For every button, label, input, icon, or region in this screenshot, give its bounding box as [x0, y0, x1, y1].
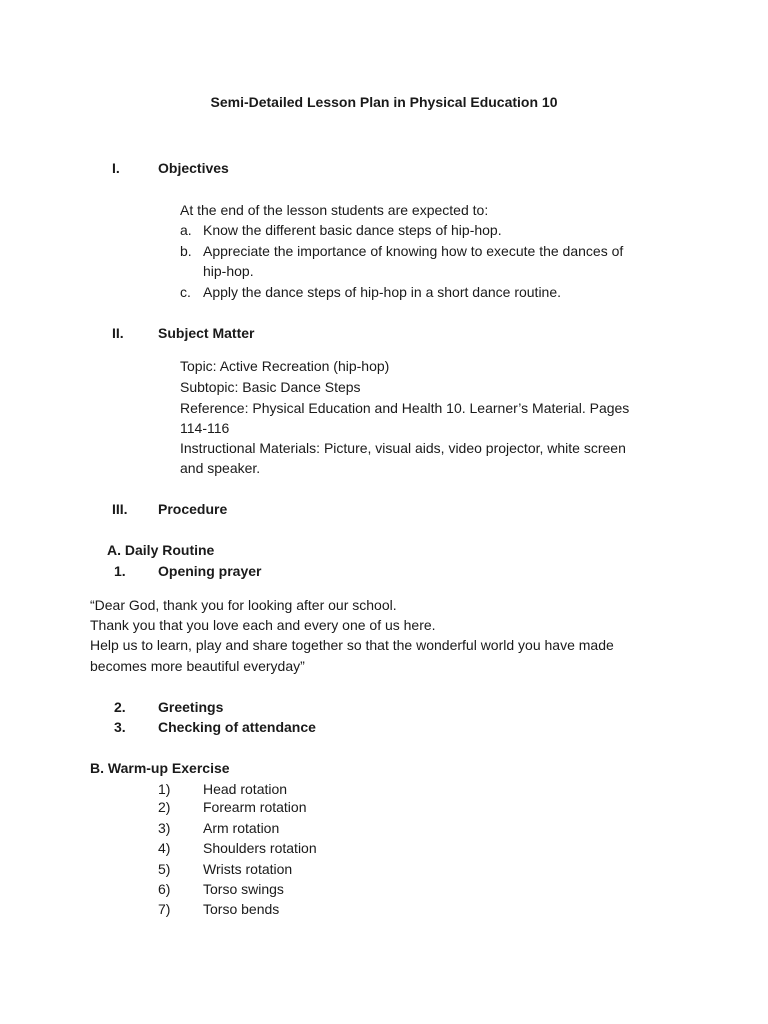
- subject-matter-line: Topic: Active Recreation (hip-hop): [180, 358, 390, 374]
- step-number: 1.: [114, 563, 126, 579]
- warmup-item: Torso bends: [203, 901, 280, 917]
- step-number: 2.: [114, 699, 126, 715]
- warmup-number: 2): [158, 799, 171, 815]
- subject-matter-line: Reference: Physical Education and Health 10. Learner’s Material. Pages: [180, 400, 630, 416]
- prayer-line: Thank you that you love each and every one of us here.: [90, 617, 436, 633]
- warmup-number: 3): [158, 820, 171, 836]
- objective-text: Apply the dance steps of hip-hop in a short dance routine.: [203, 284, 562, 300]
- warmup-heading: B. Warm-up Exercise: [90, 760, 230, 776]
- daily-routine-heading: A. Daily Routine: [107, 542, 215, 558]
- warmup-item: Arm rotation: [203, 820, 280, 836]
- warmup-number: 7): [158, 901, 171, 917]
- warmup-item: Forearm rotation: [203, 799, 307, 815]
- step-label-opening-prayer: Opening prayer: [158, 563, 262, 579]
- warmup-item: Torso swings: [203, 881, 284, 897]
- step-label-greetings: Greetings: [158, 699, 224, 715]
- subject-matter-line: Subtopic: Basic Dance Steps: [180, 379, 361, 395]
- objectives-intro: At the end of the lesson students are expected to:: [180, 202, 489, 218]
- list-marker: b.: [180, 243, 192, 259]
- warmup-item: Head rotation: [203, 781, 288, 797]
- step-number: 3.: [114, 719, 126, 735]
- section-heading-objectives: Objectives: [158, 160, 229, 176]
- objective-text: Appreciate the importance of knowing how to execute the dances of: [203, 243, 624, 259]
- list-marker: c.: [180, 284, 191, 300]
- warmup-item: Shoulders rotation: [203, 840, 317, 856]
- warmup-number: 1): [158, 781, 171, 797]
- section-number: I.: [112, 160, 120, 176]
- document-title: Semi-Detailed Lesson Plan in Physical Education 10: [210, 94, 558, 110]
- subject-matter-line: 114-116: [180, 420, 230, 436]
- prayer-line: Help us to learn, play and share together so that the wonderful world you have made: [90, 637, 614, 653]
- prayer-line: becomes more beautiful everyday”: [90, 658, 305, 674]
- objective-text: hip-hop.: [203, 263, 254, 279]
- warmup-item: Wrists rotation: [203, 861, 293, 877]
- warmup-number: 6): [158, 881, 171, 897]
- step-label-attendance: Checking of attendance: [158, 719, 316, 735]
- section-heading-subject-matter: Subject Matter: [158, 325, 255, 341]
- prayer-line: “Dear God, thank you for looking after our school.: [90, 597, 397, 613]
- subject-matter-line: Instructional Materials: Picture, visual aids, video projector, white screen: [180, 440, 626, 456]
- warmup-number: 4): [158, 840, 171, 856]
- objective-text: Know the different basic dance steps of hip-hop.: [203, 222, 502, 238]
- subject-matter-line: and speaker.: [180, 460, 261, 476]
- section-number: III.: [112, 501, 128, 517]
- section-number: II.: [112, 325, 124, 341]
- list-marker: a.: [180, 222, 192, 238]
- warmup-number: 5): [158, 861, 171, 877]
- section-heading-procedure: Procedure: [158, 501, 228, 517]
